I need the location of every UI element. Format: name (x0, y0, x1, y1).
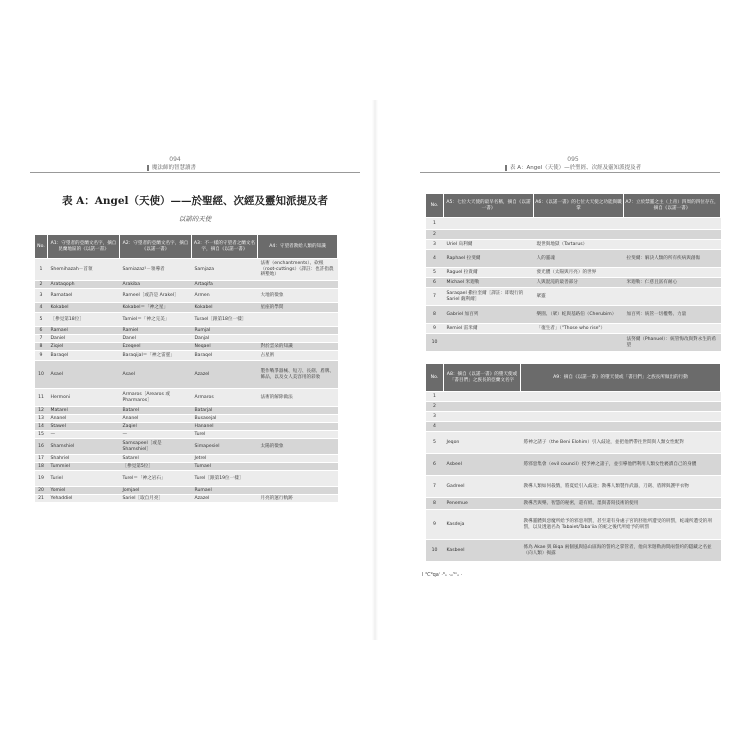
table-cell: 「復生者」（"Those who rise"） (534, 324, 624, 334)
table-cell: Kokabel (192, 303, 258, 313)
table-cell: 星座的學問 (258, 303, 338, 313)
table-cell: Tamiel＝「神之完美」 (120, 313, 192, 327)
table-cell: Stawel (48, 423, 120, 431)
table-row (426, 240, 721, 250)
table-cell: Remiel 雷米爾 (444, 324, 534, 334)
row-number-cell: 9 (426, 324, 444, 334)
row-number-cell: 16 (35, 439, 48, 455)
table-cell: Ramael (48, 327, 120, 335)
table-cell: Asbeel (444, 454, 521, 476)
table-cell: Shamshiel (48, 439, 120, 455)
table-cell: ［參見第18位］ (48, 313, 120, 327)
row-number-cell: 5 (35, 313, 48, 327)
running-head-left (147, 163, 196, 171)
table-header-row (426, 194, 721, 218)
table-row (35, 313, 338, 327)
table-cell: Turael［跟第18位一樣］ (192, 313, 258, 327)
row-number-cell: 21 (35, 495, 48, 503)
table-row (35, 361, 338, 389)
table-cell: Samiazaz¹－領導者 (120, 259, 192, 281)
table-cell (258, 415, 338, 423)
table-cell (258, 471, 338, 487)
table-cell: Ananel (48, 415, 120, 423)
column-header: A5：七位大天使的最早名稱，摘自《以諾一書》 (444, 194, 534, 218)
table-cell (258, 487, 338, 495)
table-row (35, 407, 338, 415)
running-head-bar (505, 165, 507, 171)
row-number-cell: 3 (35, 289, 48, 303)
table-cell: — (48, 431, 120, 439)
table-row (426, 334, 721, 352)
table-cell (624, 324, 721, 334)
table-cell: ［參見第5位］ (120, 463, 192, 471)
column-header: A7：立於禁靈之主（上帝）四周的四位存在，摘自《以諾一書》 (624, 194, 721, 218)
table-cell: Turel［跟第19位一樣］ (192, 471, 258, 487)
table-row (426, 230, 721, 240)
table-row (35, 463, 338, 471)
table-cell: Ramiel (120, 327, 192, 335)
row-number-cell: 10 (426, 334, 444, 352)
row-number-cell: 8 (426, 498, 444, 510)
table-cell: Penemue (444, 498, 521, 510)
table-row (35, 415, 338, 423)
table-row (426, 432, 721, 454)
row-number-cell: 20 (35, 487, 48, 495)
table-cell: 將神之諸子（the Beni Elohim）引入歧途，並把他們帶往世間與人類女性配對 (521, 432, 721, 454)
column-header: A3：不一樣的守望者之蘭文名字，摘自《以諾一書》 (192, 235, 258, 259)
table-cell: 拉斐爾：解決人類的所有疾病與創傷 (624, 250, 721, 268)
table-cell (444, 422, 521, 432)
table-row (426, 540, 721, 562)
table-cell: Azazel (192, 361, 258, 389)
row-number-cell: 11 (35, 389, 48, 407)
table-cell: Kasbeel (444, 540, 521, 562)
table-cell: Uriel 烏利爾 (444, 240, 534, 250)
row-number-cell: 7 (426, 288, 444, 306)
table-cell (444, 392, 521, 402)
table-row (35, 487, 338, 495)
table-cell: Neqael (192, 343, 258, 351)
table-cell (534, 334, 624, 352)
row-number-cell: 10 (426, 540, 444, 562)
table-cell: Ezeqeel (120, 343, 192, 351)
row-number-cell: 7 (426, 476, 444, 498)
row-number-cell: 2 (426, 230, 444, 240)
table-cell (444, 218, 534, 230)
table-row (426, 510, 721, 540)
table-cell: Tumael (192, 463, 258, 471)
table-cell: Samjaza (192, 259, 258, 281)
table-row (35, 259, 338, 281)
table-cell: 製作戰爭器械、短刀、長劍、盾牌、飾品，以及女人美容用的彩妝 (258, 361, 338, 389)
table-cell: 人與混沌的最善部分 (534, 278, 624, 288)
table-header-row (426, 364, 721, 392)
row-number-cell: 6 (426, 454, 444, 476)
table-header-row (35, 235, 338, 259)
table-row (426, 454, 721, 476)
table-cell (521, 402, 721, 412)
table-cell: Gadreel (444, 476, 521, 498)
table-row (35, 343, 338, 351)
table-cell: 教導靈體與惡魔所給予的邪惡刑罰，甚至還有身處子宮的胚胎所遭受的刑罰，蛇魂所遭受的刑罰，以及透過名為 Tabaiet/Taba'iia 的蛇之後代所給予的刑罰 (521, 510, 721, 540)
row-number-cell: 3 (426, 240, 444, 250)
table-row (426, 402, 721, 412)
table-row (426, 392, 721, 402)
running-head-left-text: 魔法師的智慧讀書 (152, 165, 197, 171)
table-cell: Jomjael (120, 487, 192, 495)
table-cell (534, 230, 624, 240)
table-cell (521, 412, 721, 422)
page-number-left: 094 (169, 156, 181, 163)
table-cell: Yehaddiel (48, 495, 120, 503)
table-cell: Turel (192, 431, 258, 439)
table-cell (624, 230, 721, 240)
table-cell: Turiel (48, 471, 120, 487)
table-cell: Rumael (192, 487, 258, 495)
table-row (426, 250, 721, 268)
table-row (426, 412, 721, 422)
table-row (426, 268, 721, 278)
table-cell (624, 240, 721, 250)
table-cell (534, 218, 624, 230)
table-cell: Gabriel 加百列 (444, 306, 534, 324)
table-cell: Rameel［或許是 Arakel］ (120, 289, 192, 303)
column-header: A4：守望者教給人類的知識 (258, 235, 338, 259)
column-header: A8：摘自《以諾一書》的墮天使或「書目們」之族長的亞蘭文名字 (444, 364, 521, 392)
header-rule-left (30, 172, 360, 173)
table-cell (624, 268, 721, 278)
table-row (426, 422, 721, 432)
table-cell: Kokabel＝「神之星」 (120, 303, 192, 313)
table-cell: Yomiel (48, 487, 120, 495)
table-cell (258, 313, 338, 327)
table-cell: 法努爾（Phanuel）：統管悔改與對永生的希望 (624, 334, 721, 352)
table-cell: 眾靈 (534, 288, 624, 306)
table-cell (258, 335, 338, 343)
table-row (426, 278, 721, 288)
row-number-cell: 7 (35, 335, 48, 343)
table-row (35, 289, 338, 303)
table-cell (444, 334, 534, 352)
table-cell: Armaros［Arearos 或 Pharmaros］ (120, 389, 192, 407)
table-cell: Ramatael (48, 289, 120, 303)
table-cell (258, 455, 338, 463)
table-row (426, 306, 721, 324)
table-cell: 占星術 (258, 351, 338, 361)
row-number-cell: 6 (35, 327, 48, 335)
table-cell: — (120, 431, 192, 439)
table-cell: Raphael 拉斐爾 (444, 250, 534, 268)
table-cell: Jeqon (444, 432, 521, 454)
row-number-cell: 9 (35, 351, 48, 361)
row-number-cell: 2 (35, 281, 48, 289)
table-cell (444, 402, 521, 412)
row-number-cell: 8 (426, 306, 444, 324)
column-header: A9：摘自《以諾一書》的墮天使或「書目們」之族長所做出的行動 (521, 364, 721, 392)
table-cell: Azazel (192, 495, 258, 503)
row-number-cell: 2 (426, 402, 444, 412)
row-number-cell: 5 (426, 432, 444, 454)
row-number-cell: 13 (35, 415, 48, 423)
table-cell (258, 407, 338, 415)
table-cell: Saraqael 撒拉奎爾［譯註：即現行的 Sariel 薩利爾］ (444, 288, 534, 306)
table-cell (444, 230, 534, 240)
column-header: No. (426, 194, 444, 218)
table-cell: 教導苦與樂、智慧的秘密，還有紙、墨與書寫技術的使用 (521, 498, 721, 510)
table-cell: Danel (120, 335, 192, 343)
table-cell: Ziqiel (48, 343, 120, 351)
enoch-watchers-table (34, 234, 338, 503)
row-number-cell: 14 (35, 423, 48, 431)
table-cell: Samsapeel［或是 Shamshiel］ (120, 439, 192, 455)
table-cell: Asael (48, 361, 120, 389)
table-row (35, 423, 338, 431)
table-row (35, 281, 338, 289)
row-number-cell: 6 (426, 278, 444, 288)
table-row (35, 431, 338, 439)
table-cell (258, 281, 338, 289)
table-cell: Baraqijal＝「神之雷霆」 (120, 351, 192, 361)
table-cell: Zaqiel (120, 423, 192, 431)
row-number-cell: 3 (426, 412, 444, 422)
table-cell: 太陽的徵象 (258, 439, 338, 455)
table-cell: 係為 Akae 與 Biqa 兩個風與協山區海的誓約之掌管者，他向米迦勒詢問兩誓約的隱藏之名並（向人類）揭露 (521, 540, 721, 562)
footer-note: l ℃⁹qaⁱ ·⁹ₒ ·ₒᵢ⁵ⁿₒ · (422, 572, 463, 578)
table-cell: Daniel (48, 335, 120, 343)
table-cell: 現世與地獄（Tartarus） (534, 240, 624, 250)
archangels-table (425, 193, 721, 352)
table-row (35, 327, 338, 335)
table-cell: Ananel (120, 415, 192, 423)
table-cell: Kokabel (48, 303, 120, 313)
table-cell (258, 327, 338, 335)
column-header: A2：守望者的亞蘭文名字，摘自《以諾一書》 (120, 235, 192, 259)
column-header: A6：《以諾一書》的七位大天使之功能與職掌 (534, 194, 624, 218)
table-cell (624, 218, 721, 230)
table-cell (521, 422, 721, 432)
table-row (35, 471, 338, 487)
table-cell: 樂園、（眾）蛇與基路伯（Cherubim） (534, 306, 624, 324)
table-cell: Jetrel (192, 455, 258, 463)
table-cell: 法術（enchantments）、砍根（root-cuttings）（譯註：也許指農耕墾地） (258, 259, 338, 281)
table-cell: Armaros (192, 389, 258, 407)
row-number-cell: 5 (426, 268, 444, 278)
fallen-angels-table (425, 363, 721, 562)
table-row (35, 455, 338, 463)
row-number-cell: 19 (35, 471, 48, 487)
row-number-cell: 17 (35, 455, 48, 463)
table-cell: Danjal (192, 335, 258, 343)
table-cell: Arakiba (120, 281, 192, 289)
table-cell: Raguel 拉貴爾 (444, 268, 534, 278)
table-cell: 教導人類如何殺戮，將夏娃引入歧途；教導人類製作武器，刀劍、盾牌與護甲衣物 (521, 476, 721, 498)
page-number-right: 095 (567, 156, 579, 163)
table-cell: 米迦勒：仁慈且富有耐心 (624, 278, 721, 288)
row-number-cell: 4 (35, 303, 48, 313)
table-cell: Busasejal (192, 415, 258, 423)
table-cell: Hananel (192, 423, 258, 431)
table-cell (258, 463, 338, 471)
table-cell: Batarel (120, 407, 192, 415)
table-cell: Batarjal (192, 407, 258, 415)
running-head-bar (147, 165, 149, 171)
table-row (35, 389, 338, 407)
column-header: No. (426, 364, 444, 392)
table-cell: 將邪惡集會（evil council）授予神之諸子，並引導他們利用人類女性褻瀆自己的身體 (521, 454, 721, 476)
table-cell: Arataqoph (48, 281, 120, 289)
table-row (426, 288, 721, 306)
table-subtitle: 以諾的天使 (178, 215, 212, 223)
table-cell (521, 392, 721, 402)
table-row (426, 498, 721, 510)
table-row (35, 439, 338, 455)
table-cell: Kasdeja (444, 510, 521, 540)
table-cell: 法術的解除做法 (258, 389, 338, 407)
table-row (35, 335, 338, 343)
table-cell: Tummiel (48, 463, 120, 471)
table-row (426, 324, 721, 334)
table-cell: Michael 米迦勒 (444, 278, 534, 288)
table-cell: Armen (192, 289, 258, 303)
row-number-cell: 8 (35, 343, 48, 351)
table-cell: Shemihazah－首領 (48, 259, 120, 281)
row-number-cell: 1 (35, 259, 48, 281)
row-number-cell: 15 (35, 431, 48, 439)
table-title: 表 A：Angel（天使）——於聖經、次經及靈知派提及者 (61, 195, 329, 207)
row-number-cell: 1 (426, 218, 444, 230)
table-cell: Baraqel (48, 351, 120, 361)
row-number-cell: 9 (426, 510, 444, 540)
table-cell: Shahriel (48, 455, 120, 463)
table-cell: 月亮的運行軌跡 (258, 495, 338, 503)
table-cell: 加百列：統管一切權勢、力量 (624, 306, 721, 324)
table-cell: Baraqel (192, 351, 258, 361)
row-number-cell: 10 (35, 361, 48, 389)
table-cell (624, 288, 721, 306)
table-cell: Matarel (48, 407, 120, 415)
table-cell: Asael (120, 361, 192, 389)
column-header: No. (35, 235, 48, 259)
row-number-cell: 18 (35, 463, 48, 471)
table-row (35, 351, 338, 361)
row-number-cell: 12 (35, 407, 48, 415)
row-number-cell: 1 (426, 392, 444, 402)
table-row (426, 218, 721, 230)
table-cell: Turel＝「神之岩石」 (120, 471, 192, 487)
table-cell: Rumjal (192, 327, 258, 335)
table-cell (258, 423, 338, 431)
column-header: A1：守望者的亞蘭文名字，摘自昆蘭地區的《以諾一書》 (48, 235, 120, 259)
table-cell: Artaqifa (192, 281, 258, 289)
table-cell: 人的靈魂 (534, 250, 624, 268)
table-row (426, 476, 721, 498)
table-cell: 對於雲朵的知識 (258, 343, 338, 351)
running-head-right-text: 表 A：Angel（天使）—於聖經、次經及靈知派提及者 (510, 165, 642, 171)
table-cell: Sariel［取自月亮］ (120, 495, 192, 503)
table-cell (258, 431, 338, 439)
table-cell: Satarel (120, 455, 192, 463)
table-row (35, 495, 338, 503)
row-number-cell: 4 (426, 250, 444, 268)
table-row (35, 303, 338, 313)
running-head-right (505, 163, 641, 171)
table-cell: 大地的徵象 (258, 289, 338, 303)
table-cell: Hermoni (48, 389, 120, 407)
row-number-cell: 4 (426, 422, 444, 432)
table-cell: Simapesiel (192, 439, 258, 455)
table-cell (444, 412, 521, 422)
table-cell: 發光體（太陽與月亮）的世界 (534, 268, 624, 278)
header-rule-right (420, 172, 720, 173)
